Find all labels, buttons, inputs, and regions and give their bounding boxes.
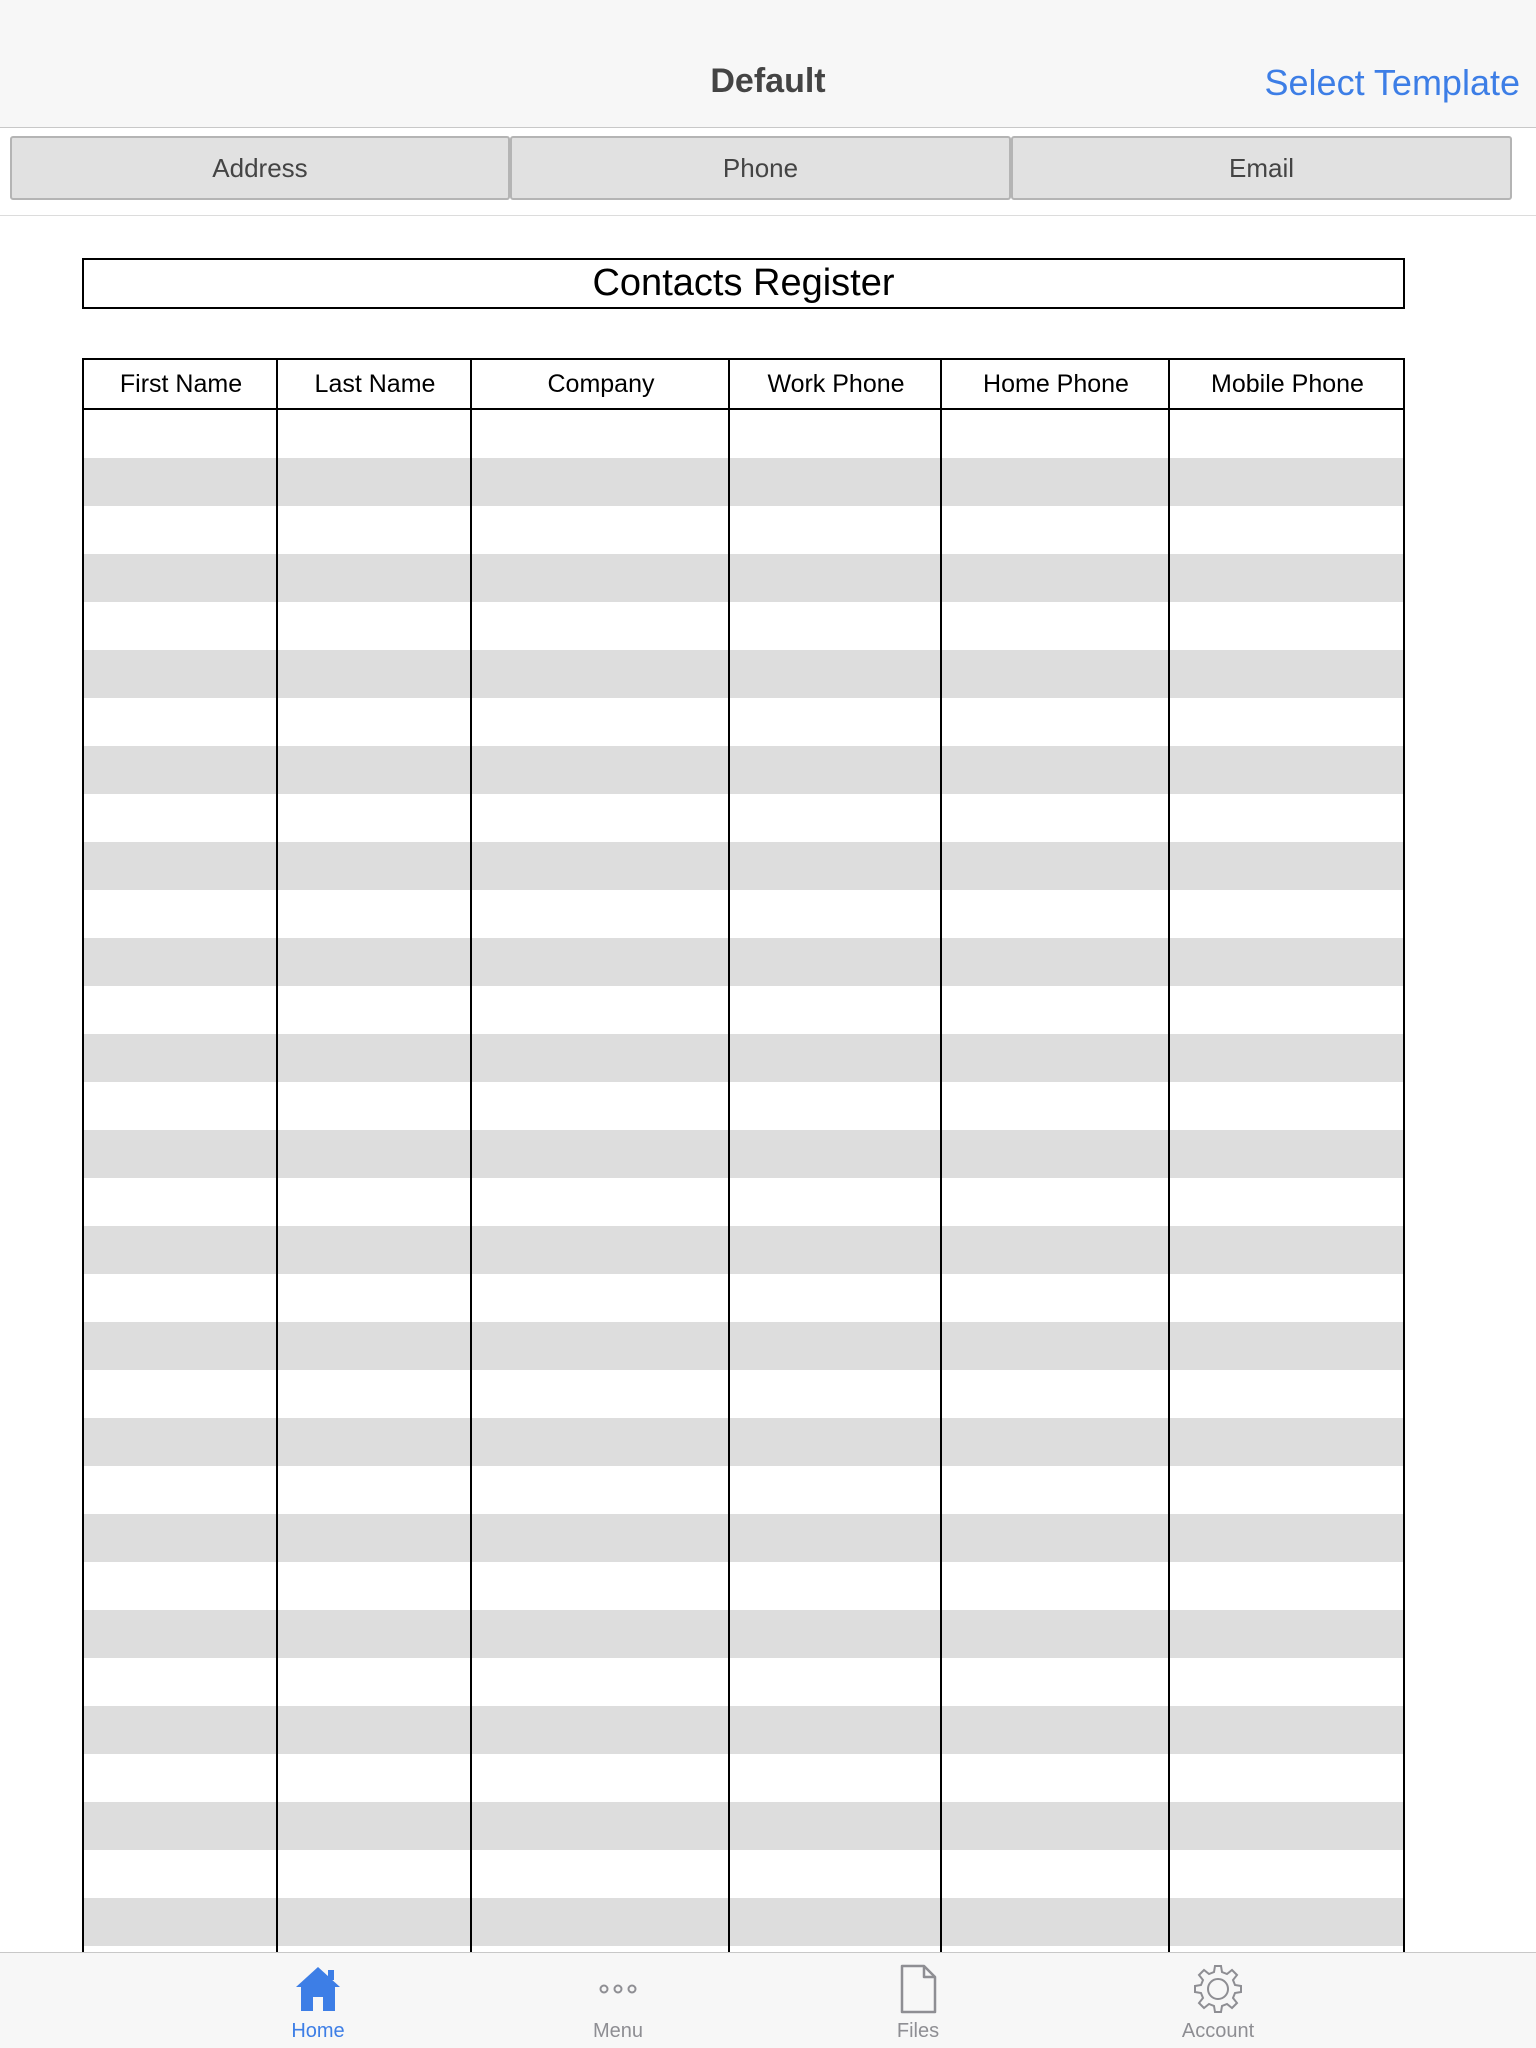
segment-bar (0, 128, 1536, 216)
table-row (84, 1466, 1403, 1514)
column-header-last-name: Last Name (314, 369, 436, 398)
grid-header (84, 360, 1403, 410)
tab-menu[interactable] (538, 1953, 698, 2048)
tab-files[interactable] (838, 1953, 998, 2048)
tab-bar (0, 1952, 1536, 2048)
column-header-first-name: First Name (119, 369, 243, 398)
table-row (84, 1514, 1403, 1562)
table-row (84, 986, 1403, 1034)
column-header-home-phone: Home Phone (983, 369, 1129, 398)
table-row (84, 650, 1403, 698)
table-row (84, 1082, 1403, 1130)
table-row (84, 1562, 1403, 1610)
nav-title: Default (710, 62, 826, 100)
table-row (84, 1658, 1403, 1706)
table-row (84, 842, 1403, 890)
home-icon (292, 1963, 344, 2015)
table-row (84, 1898, 1403, 1946)
table-row (84, 938, 1403, 986)
table-row (84, 506, 1403, 554)
table-row (84, 1754, 1403, 1802)
column-divider (470, 360, 472, 1953)
email-button[interactable]: Email (1011, 136, 1512, 200)
table-row (84, 1130, 1403, 1178)
file-icon (892, 1963, 944, 2015)
column-header-work-phone: Work Phone (767, 369, 905, 398)
gear-icon (1192, 1963, 1244, 2015)
table-row (84, 458, 1403, 506)
table-row (84, 1850, 1403, 1898)
column-divider (276, 360, 278, 1953)
table-row (84, 1802, 1403, 1850)
tab-label: Files (896, 2020, 940, 2042)
tab-label: Home (291, 2020, 345, 2042)
table-row (84, 1034, 1403, 1082)
table-row (84, 698, 1403, 746)
address-button[interactable]: Address (10, 136, 510, 200)
column-header-mobile-phone: Mobile Phone (1211, 369, 1364, 398)
table-row (84, 1706, 1403, 1754)
more-icon (592, 1963, 644, 2015)
phone-button[interactable]: Phone (510, 136, 1011, 200)
table-row (84, 1370, 1403, 1418)
table-row (84, 554, 1403, 602)
navigation-bar (0, 0, 1536, 128)
tab-label: Menu (592, 2020, 644, 2042)
table-row (84, 794, 1403, 842)
table-row (84, 1322, 1403, 1370)
column-divider (728, 360, 730, 1953)
document-title: Contacts Register (82, 258, 1405, 309)
select-template-button[interactable]: Select Template (1264, 62, 1520, 103)
table-row (84, 1418, 1403, 1466)
contacts-grid (82, 358, 1405, 1953)
tab-account[interactable] (1138, 1953, 1298, 2048)
table-row (84, 410, 1403, 458)
column-header-company: Company (547, 369, 655, 398)
table-row (84, 890, 1403, 938)
table-row (84, 1226, 1403, 1274)
tab-home[interactable] (238, 1953, 398, 2048)
table-row (84, 602, 1403, 650)
column-divider (940, 360, 942, 1953)
column-divider (1168, 360, 1170, 1953)
table-row (84, 1178, 1403, 1226)
table-row (84, 1610, 1403, 1658)
table-row (84, 1274, 1403, 1322)
table-row (84, 746, 1403, 794)
tab-label: Account (1181, 2020, 1255, 2042)
